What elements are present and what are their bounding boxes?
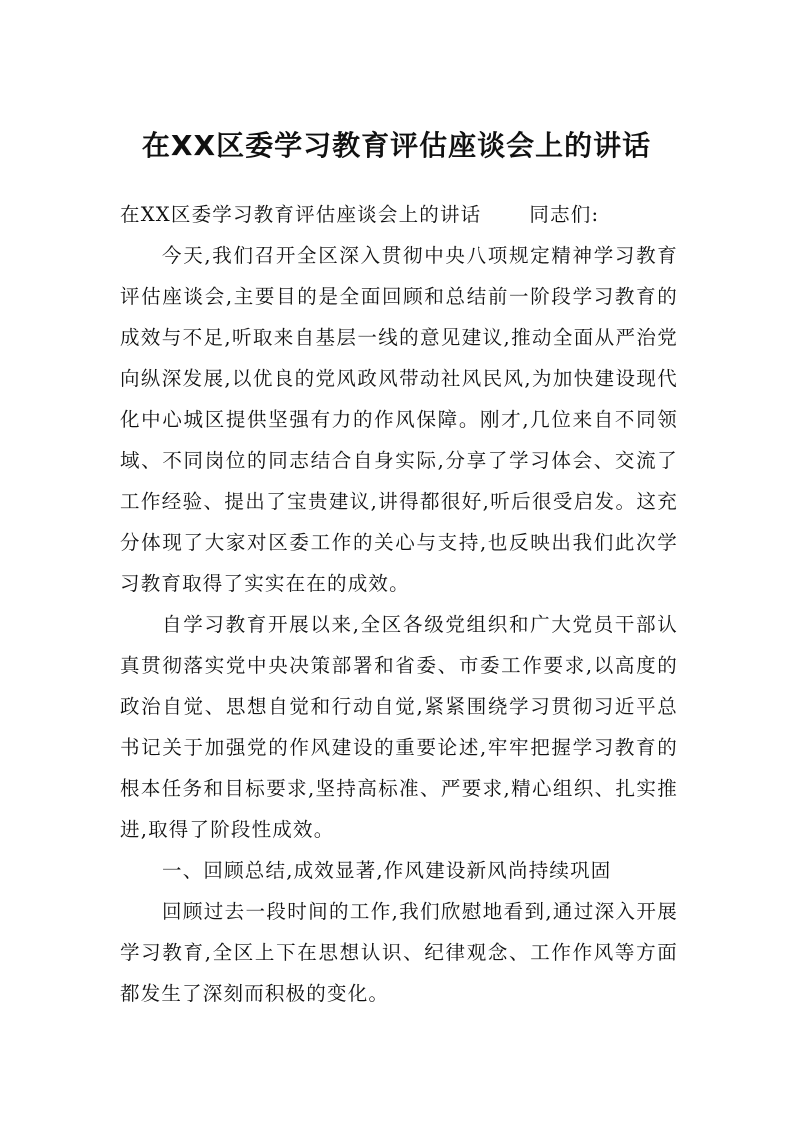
document-body bbox=[120, 194, 678, 1014]
document-title: 在XX区委学习教育评估座谈会上的讲话 bbox=[141, 129, 652, 162]
header-line bbox=[120, 194, 678, 235]
salutation: 同志们: bbox=[529, 203, 600, 226]
paragraph-1: 今天,我们召开全区深入贯彻中央八项规定精神学习教育评估座谈会,主要目的是全面回顾和总结前一阶段学习教育的成效与不足,听取来自基层一线的意见建议,推动全面从严治党向纵深发展,以优良的党风政风带动社风民风,为加快建设现代化中心城区提供坚强有力的作风保障。刚才,几位来自不同领域、不同岗位的同志结合自身实际,分享了学习体会、交流了工作经验、提出了宝贵建议,讲得都很好,听后很受启发。这充分体现了大家对区委工作的关心与支持,也反映出我们此次学习教育取得了实实在在的成效。 bbox=[120, 244, 678, 595]
header-line-text: 在XX区委学习教育评估座谈会上的讲话 bbox=[120, 203, 482, 226]
section-heading-1: 一、回顾总结,成效显著,作风建设新风尚持续巩固 bbox=[162, 859, 612, 882]
paragraph-3: 回顾过去一段时间的工作,我们欣慰地看到,通过深入开展学习教育,全区上下在思想认识、纪律观念、工作作风等方面都发生了深刻而积极的变化。 bbox=[120, 900, 678, 1005]
paragraph-2: 自学习教育开展以来,全区各级党组织和广大党员干部认真贯彻落实党中央决策部署和省委、市委工作要求,以高度的政治自觉、思想自觉和行动自觉,紧紧围绕学习贯彻习近平总书记关于加强党的作风建设的重要论述,牢牢把握学习教育的根本任务和目标要求,坚持高标准、严要求,精心组织、扎实推进,取得了阶段性成效。 bbox=[120, 613, 678, 841]
